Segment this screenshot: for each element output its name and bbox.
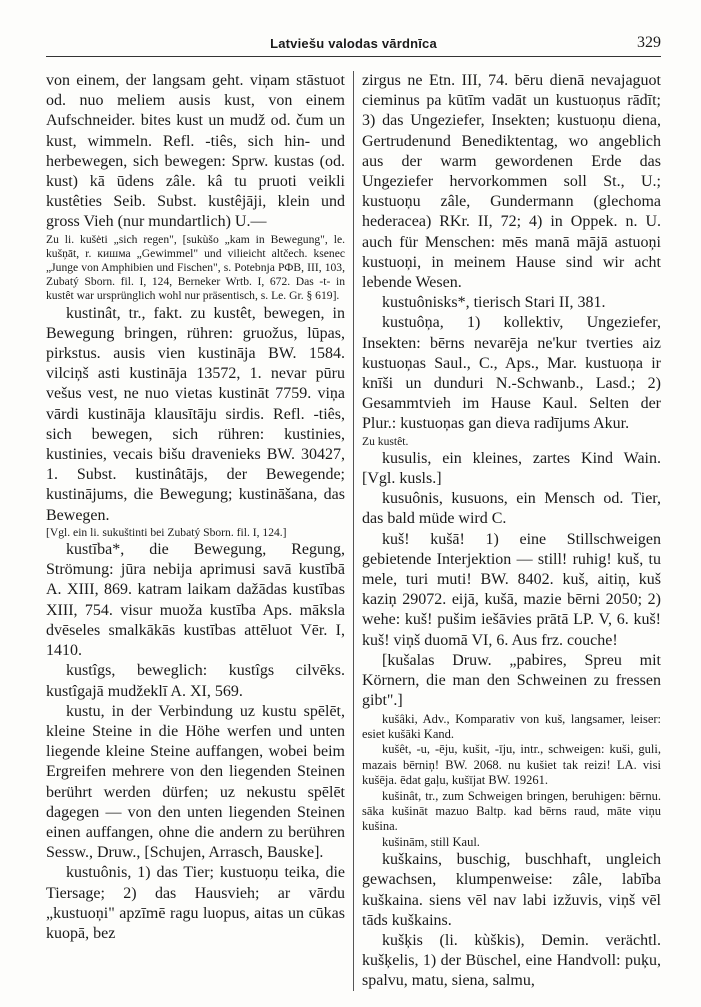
entry-paragraph: kušêt, -u, -ēju, kušit, -īju, intr., schweigen: kuši, guli, mazais bērniņ! BW. 2068. nu kušiet tak reizi! LA. visi kušēja. ēdat gaļu, kušījat BW. 19261. — [362, 742, 661, 788]
entry-paragraph: kustība*, die Bewegung, Regung, Strömung: jūra nebija aprimusi savā kustībā A. XIII, 869. katram laikam dažādas kustības XIII, 754. visur muoža kustība Aps. māksla dvēseles smalkākās kustības attēluot Vēr. I, 1410. — [46, 541, 345, 660]
page-title: Latviešu valodas vārdnīca — [270, 36, 437, 51]
entry-paragraph: kustu, in der Verbindung uz kustu spēlēt, kleine Steine in die Höhe werfen und unten liegende kleine Steine auffangen, wobei beim Ergreifen mehrere von den liegenden Steinen berührt werden dürfen; uz nekustu spēlēt dagegen — von den unten liegenden Steinen einen auffangen, ohne die andern zu berühren Sessw., Druw., [Schujen, Arrasch, Bauske]. — [46, 702, 345, 862]
entry-paragraph: von einem, der langsam geht. viņam stāstuot od. nuo meliem ausis kust, von einem Aufschneider. bites kust un mudž od. čum un kust, wimmeln. Refl. -tiês, sich hin- und herbewegen, sich bewegen: Sprw. kustas (od. kust) kā ūdens zâle. kâ tu pruoti veikli kustêties Seib. Subst. kustêjāji, klein und gross Vieh (nur mundartlich) U.— — [46, 72, 345, 231]
page-header — [46, 34, 661, 57]
etymology-note: Zu kustêt. — [362, 434, 409, 448]
entry-paragraph: kušinât, tr., zum Schweigen bringen, beruhigen: bērnu. sāka kušināt mazuo Baltp. kad bērns raud, māte viņu kušina. — [362, 788, 661, 834]
entry-paragraph: kušinām, still Kaul. — [382, 834, 480, 849]
page-number: 329 — [637, 34, 661, 51]
entry-paragraph: kusulis, ein kleines, zartes Kind Wain. [Vgl. kusls.] — [362, 449, 661, 488]
entry-paragraph: kustuônis, 1) das Tier; kustuoņu teika, die Tiersage; 2) das Hausvieh; ar vārdu „kustuoņi" apzīmē ragu luopus, aitas un cūkas kuopā, bez — [46, 864, 345, 942]
column-divider — [353, 71, 354, 991]
entry-paragraph: kustuônisks*, tierisch Stari II, 381. — [382, 294, 606, 312]
entry-paragraph: kustinât, tr., fakt. zu kustêt, bewegen, in Bewegung bringen, rühren: gruožus, lūpas, pirkstus. ausis vien kustināja BW. 1584. vilciņš asti kustināja 13572, 1. nevar pūru vešus vest, ne nuo vietas kustināt 7759. viņa vārdi kustināja klausītāju sirdis. Refl. -tiês, sich bewegen, sich rühren: kustinies, kustinies, vecais bišu dravenieks BW. 30427, 1. Subst. kustinâtājs, der Bewegende; kustinājums, die Bewegung; kustināšana, das Bewegen. — [46, 304, 345, 524]
entry-paragraph: kustuôņa, 1) kollektiv, Ungeziefer, Insekten: bērns nevarēja ne'kur tverties aiz kustuoņas Saul., C., Aps., Mar. kustuoņa ir knīši un dunduri N.-Schwanb., Lasd.; 2) Gesammtvieh im Hause Kaul. Selten der Plur.: kustuoņas gan dieva radījums Akur. — [362, 314, 661, 433]
etymology-note: [Vgl. ein li. sukuštinti bei Zubatý Sborn. fil. I, 124.] — [46, 525, 287, 539]
entry-paragraph: zirgus ne Etn. III, 74. bēru dienā nevajaguot cieminus pa kūtīm vadāt un kustuoņus rādīt; 3) das Ungeziefer, Insekten; kustuoņu diena, Gertrudenund Benediktentag, wo angeblich aus der warm gewordenen Erde das Ungeziefer hervorkommen soll St., U.; kustuoņu zâle, Gundermann (glechoma hederacea) RKr. II, 72; 4) in Oppek. n. U. auch für Menschen: mēs manā mājā astuoņi kustuoņi, in meinem Hause sind wir acht lebende Wesen. — [362, 72, 661, 292]
entry-paragraph: kustîgs, beweglich: kustîgs cilvēks. kustîgajā mudžeklī A. XI, 569. — [46, 662, 345, 700]
etymology-note: Zu li. kušėti „sich regen", [sukùšo „kam in Bewegung", le. kušņāt, r. кишма „Gewimmel" und vilieicht altčech. ksenec „Junge von Amphibien und Fischen", s. Potebnja РФВ, III, 103, Zubatý Sborn. fil. I, 124, Berneker Wrtb. I, 672. Das -t- in kustêt war ursprünglich wohl nur präsentisch, s. Le. Gr. § 619]. — [46, 232, 345, 303]
entry-paragraph: kušâki, Adv., Komparativ von kuš, langsamer, leiser: esiet kušāki Kand. — [362, 711, 661, 741]
entry-paragraph: kuškains, buschig, buschhaft, ungleich gewachsen, klumpenweise: zâle, labība kuškaina. siens vēl nav labi izžuvis, viņš vēl tāds kuškains. — [362, 851, 661, 929]
entry-paragraph: kusuônis, kusuons, ein Mensch od. Tier, das bald müde wird C. — [362, 490, 661, 528]
text-columns — [46, 71, 661, 991]
entry-paragraph: kušķis (li. kùškis), Demin. verächtl. kušķelis, 1) der Büschel, eine Handvoll: puķu, spalvu, matu, siena, salmu, — [362, 931, 661, 990]
entry-paragraph: kuš! kušā! 1) eine Stillschweigen gebietende Interjektion — still! ruhig! kuš, tu mele, turi muti! BW. 8402. kuš, aitiņ, kuš kaziņ 29072. eijā, kušā, mazie bērni 2050; 2) wehe: kuš! pušim iešāvies prātā LP. V, 6. kuš! kuš! viņš duomā VI, 6. Aus frz. couche! — [362, 530, 661, 649]
right-column — [362, 71, 661, 991]
entry-paragraph: [kušalas Druw. „pabires, Spreu mit Körnern, die man den Schweinen zu fressen gibt".] — [362, 651, 661, 710]
left-column — [46, 71, 345, 991]
